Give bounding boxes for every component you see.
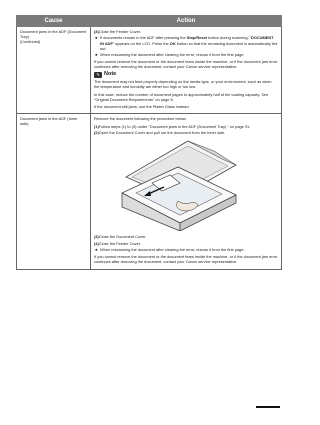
bullet-text: When rescanning the document after clearing the error, rescan it from the first page. (100, 247, 245, 253)
note-heading (94, 72, 278, 78)
paragraph: If you cannot remove the document or the document tears inside the machine, or if the document jam error continues after removing the document, contact your Canon service representative. (94, 254, 278, 265)
step-number: (1) (94, 123, 99, 129)
table-row (17, 114, 282, 269)
action-cell (91, 27, 282, 114)
bullet-item (94, 247, 278, 252)
bullet-icon: ● (95, 247, 98, 253)
note-label: Note (104, 70, 117, 77)
table-header-row (17, 16, 282, 27)
bullet-text: button during scanning, " (207, 35, 252, 41)
step-number: (3) (94, 29, 99, 34)
action-cell (91, 114, 282, 269)
step-4 (94, 241, 278, 246)
step-text: Close the Feeder Cover. (98, 29, 141, 34)
step-2 (94, 130, 278, 135)
step-text: Follow steps (1) to (3) under "Document jams in the ADF (Document Tray)." on page 91. (98, 123, 251, 129)
bullet-text: If documents remain in the ADF after pressing the (100, 35, 187, 41)
step-3 (94, 29, 278, 34)
bullet-text: When rescanning the document after clearing the error, rescan it from the first page. (100, 52, 245, 58)
note-icon: ✎ (94, 72, 102, 78)
button-name: Stop/Reset (186, 35, 208, 41)
paragraph: If you cannot remove the document or the document tears inside the machine, or if the document jam error continues after removing the document, contact your Canon service representative. (94, 59, 278, 70)
step-number: (2) (94, 130, 99, 136)
table-row (17, 27, 282, 114)
bullet-text: button so that the remaining document is automatically fed out. (100, 40, 278, 51)
cause-cell (17, 27, 91, 114)
footer-bar (256, 406, 280, 408)
note-paragraph: In this case, reduce the number of document pages to approximately half of the loading capacity. See "Original Document Requirements" on page 8. (94, 91, 269, 102)
cause-cell (17, 114, 91, 269)
note-paragraph: If the document still jams, use the Platen Glass instead. (94, 104, 190, 109)
bullet-icon: ● (95, 35, 98, 41)
step-number: (4) (94, 240, 99, 246)
step-3 (94, 234, 278, 239)
troubleshooting-table (16, 15, 282, 270)
cause-text: Document jams in the ADF (Document Tray). (20, 29, 87, 40)
header-cause: Cause (17, 16, 91, 27)
cause-continued: (Continued) (20, 39, 41, 45)
step-number: (3) (94, 234, 99, 240)
bullet-item (94, 35, 278, 50)
bullet-item (94, 52, 278, 57)
intro-text: Remove the document following the procedure below. (94, 116, 187, 122)
step-text: Close the Feeder Cover. (98, 240, 141, 246)
lcd-message: DOCUMENT IN ADF (100, 35, 274, 46)
cause-text: Document jams in the ADF (Inner side). (20, 116, 78, 127)
note-paragraph: The document may not feed properly depending on the media type, or your environment, such as when the temperature and humidity are either too high or too low. (94, 79, 272, 90)
header-action: Action (91, 16, 282, 27)
step-text: Close the Document Cover. (98, 234, 147, 240)
bullet-text: " appears on the LCD. Press the (112, 40, 170, 46)
step-text: Open the Document Cover and pull out the document from the inner side. (98, 130, 226, 136)
step-1 (94, 124, 278, 129)
button-name: OK (169, 40, 176, 46)
bullet-icon: ● (95, 52, 98, 58)
printer-illustration (118, 137, 240, 231)
